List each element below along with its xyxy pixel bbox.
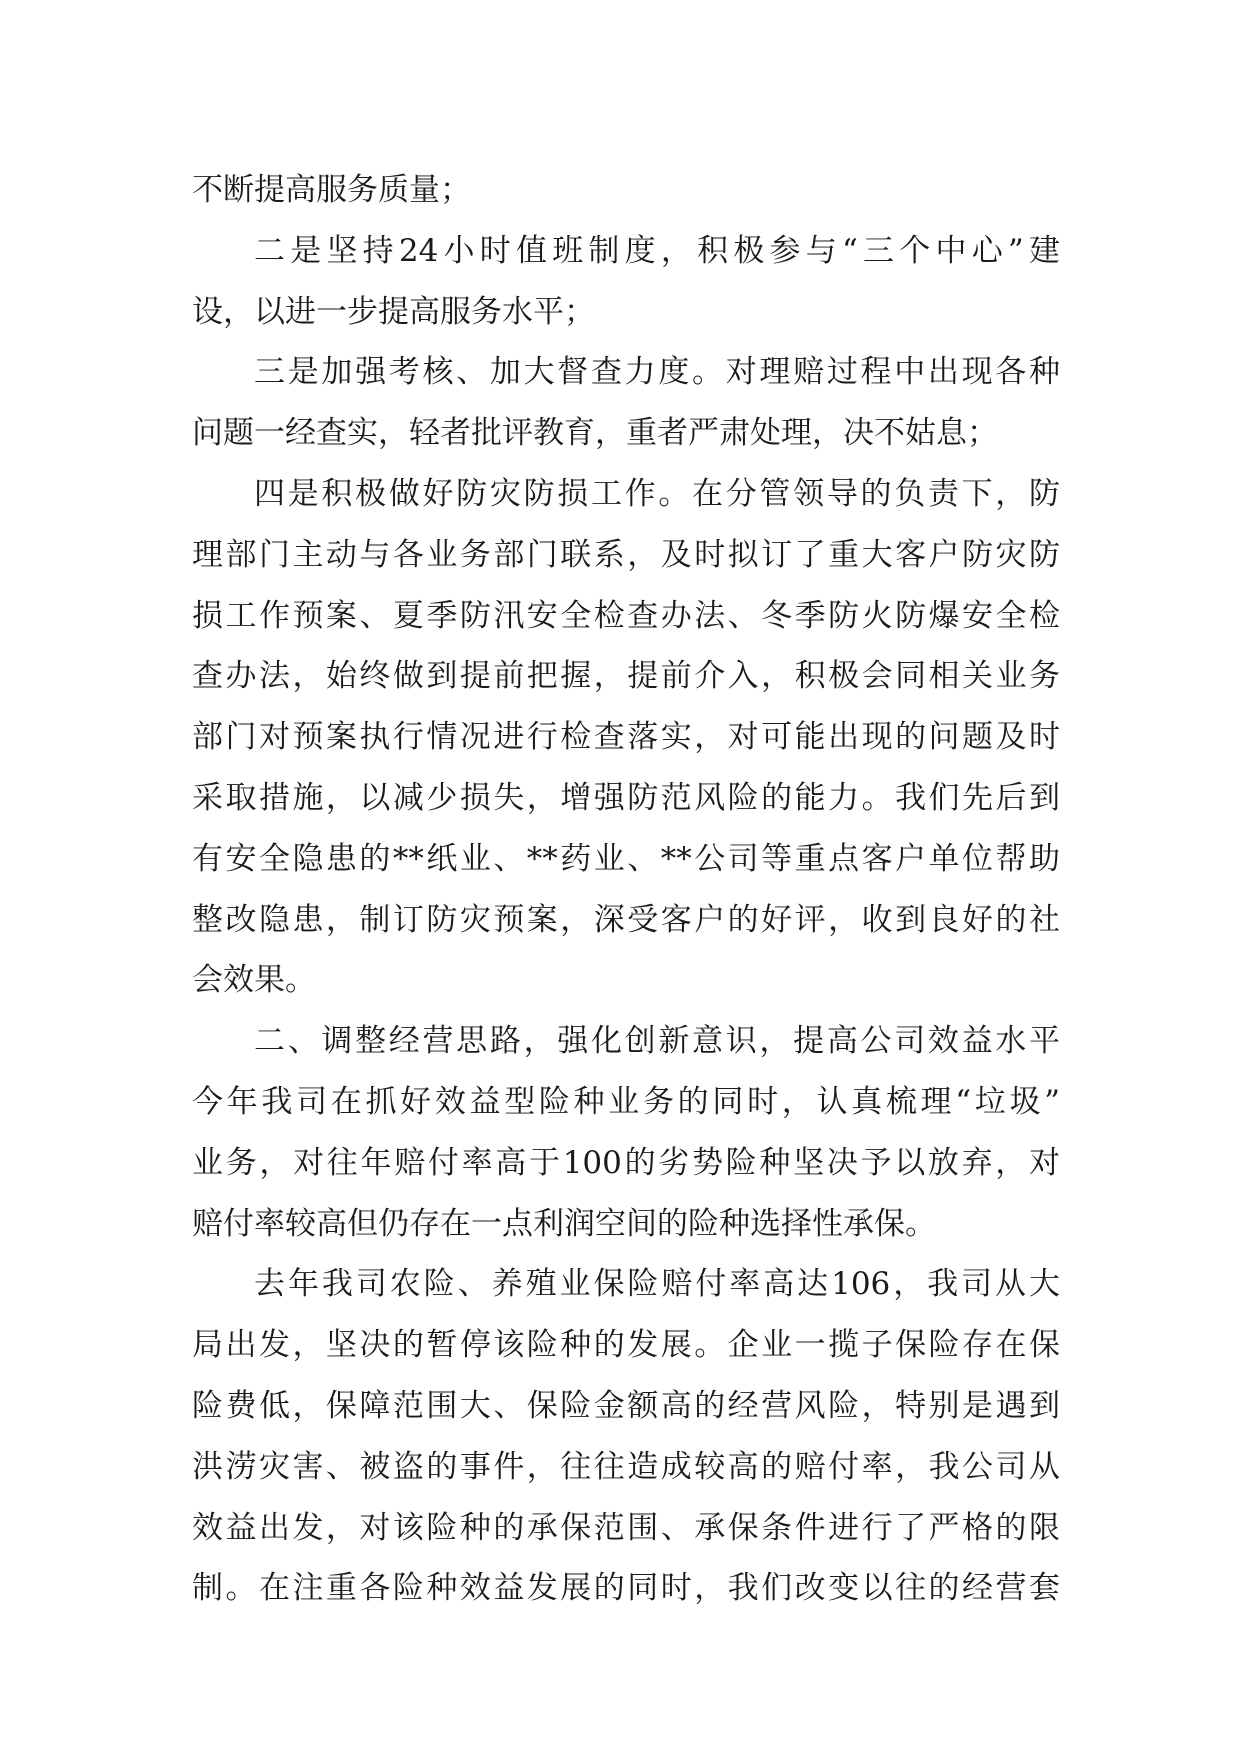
text-line: 洪涝灾害、被盗的事件，往往造成较高的赔付率，我公司从: [192, 1448, 1060, 1485]
text-line: 查办法，始终做到提前把握，提前介入，积极会同相关业务: [192, 658, 1060, 695]
text-line: 二、调整经营思路，强化创新意识，提高公司效益水平: [254, 1023, 1060, 1060]
text-line: 采取措施，以减少损失，增强防范风险的能力。我们先后到: [192, 779, 1060, 816]
text-line: 理部门主动与各业务部门联系，及时拟订了重大客户防灾防: [192, 536, 1060, 573]
text-line: 设，以进一步提高服务水平；: [192, 293, 595, 330]
text-line: 损工作预案、夏季防汛安全检查办法、冬季防火防爆安全检: [192, 597, 1060, 634]
text-line: 局出发，坚决的暂停该险种的发展。企业一揽子保险存在保: [192, 1327, 1060, 1364]
text-line: 整改隐患，制订防灾预案，深受客户的好评，收到良好的社: [192, 901, 1060, 938]
text-line: 三是加强考核、加大督查力度。对理赔过程中出现各种: [254, 354, 1060, 391]
text-line: 今年我司在抓好效益型险种业务的同时，认真梳理“垃圾”: [192, 1083, 1060, 1120]
text-line: 部门对预案执行情况进行检查落实，对可能出现的问题及时: [192, 719, 1060, 756]
text-line: 赔付率较高但仍存在一点利润空间的险种选择性承保。: [192, 1205, 936, 1242]
text-line: 不断提高服务质量；: [192, 172, 471, 208]
text-line: 险费低，保障范围大、保险金额高的经营风险，特别是遇到: [192, 1387, 1060, 1424]
text-line: 有安全隐患的**纸业、**药业、**公司等重点客户单位帮助: [192, 840, 1060, 877]
text-line: 制。在注重各险种效益发展的同时，我们改变以往的经营套: [192, 1570, 1060, 1607]
text-line: 业务，对往年赔付率高于100的劣势险种坚决予以放弃，对: [192, 1144, 1060, 1181]
text-line: 二是坚持24小时值班制度，积极参与“三个中心”建: [254, 232, 1060, 269]
text-line: 问题一经查实，轻者批评教育，重者严肃处理，决不姑息；: [192, 415, 998, 452]
text-line: 四是积极做好防灾防损工作。在分管领导的负责下，防: [254, 475, 1060, 512]
text-line: 会效果。: [192, 962, 316, 999]
text-line: 效益出发，对该险种的承保范围、承保条件进行了严格的限: [192, 1509, 1060, 1546]
body-text: [192, 160, 1060, 1619]
text-line: 去年我司农险、养殖业保险赔付率高达106，我司从大: [254, 1266, 1060, 1303]
